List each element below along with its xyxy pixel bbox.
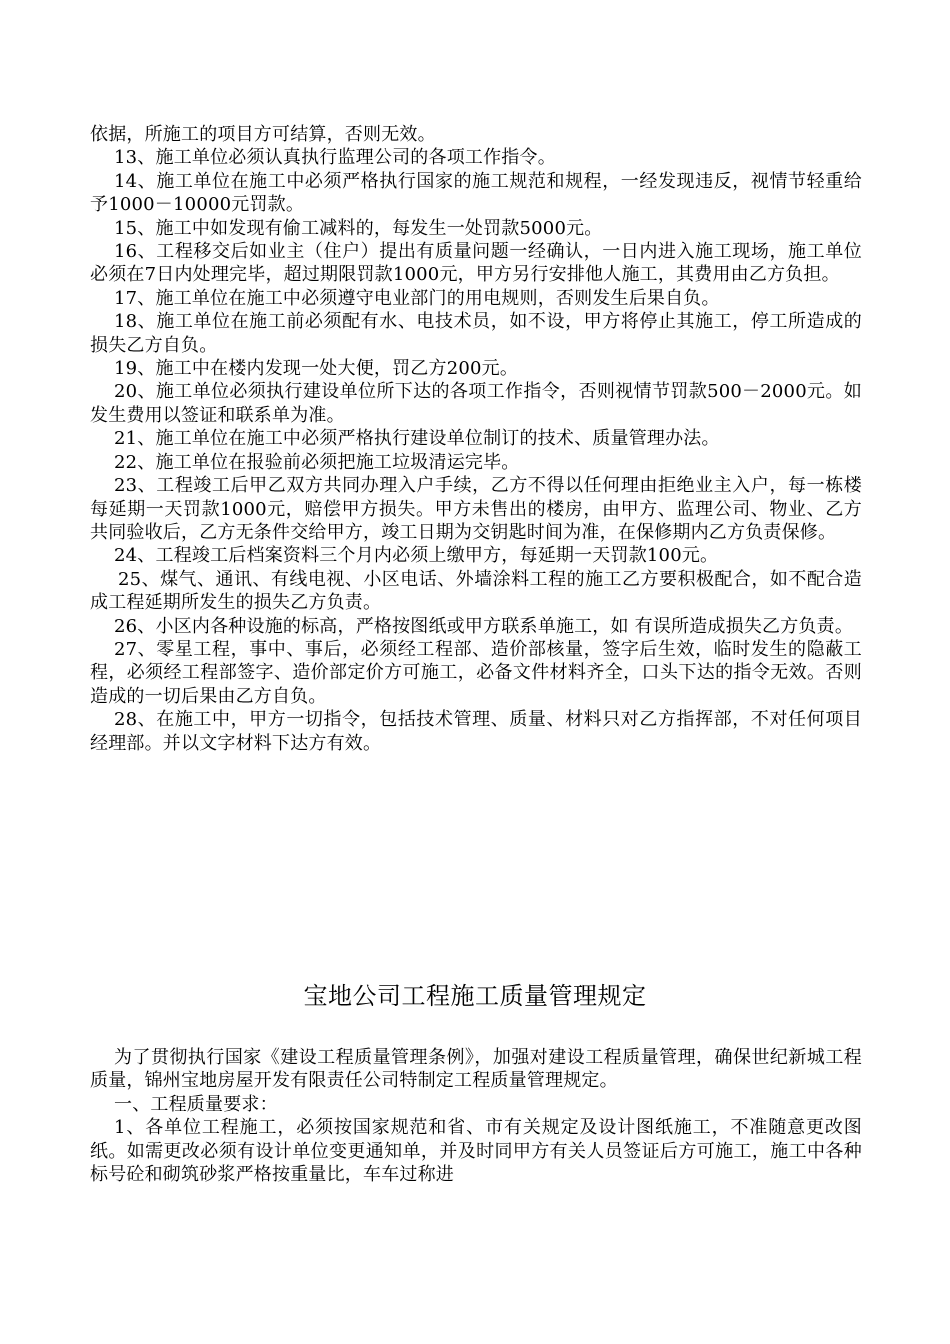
- requirement-1: 1、各单位工程施工，必须按国家规范和省、市有关规定及设计图纸施工，不准随意更改图纸。如需更改必须有设计单位变更通知单，并及时同甲方有关人员签证后方可施工，施工中各种标号砼和砌筑砂浆严格按重量比，车车过称进: [90, 1117, 862, 1186]
- clause-13: 13、施工单位必须认真执行监理公司的各项工作指令。: [114, 147, 556, 169]
- clause-18: 18、施工单位在施工前必须配有水、电技术员，如不设，甲方将停止其施工，停工所造成的损失乙方自负。: [90, 311, 862, 356]
- clause-27: 27、零星工程，事中、事后，必须经工程部、造价部核量，签字后生效，临时发生的隐蔽工程，必须经工程部签字、造价部定价方可施工，必备文件材料齐全，口头下达的指令无效。否则造成的一切后果由乙方自负。: [90, 638, 862, 707]
- clause-25: 25、煤气、通讯、有线电视、小区电话、外墙涂料工程的施工乙方要积极配合，如不配合造成工程延期所发生的损失乙方负责。: [90, 568, 862, 614]
- paragraph-continuation: 依据，所施工的项目方可结算，否则无效。: [90, 124, 436, 145]
- clause-21: 21、施工单位在施工中必须严格执行建设单位制订的技术、质量管理办法。: [114, 428, 720, 450]
- regulation-intro: [90, 1046, 862, 1186]
- clause-15: 15、施工中如发现有偷工减料的，每发生一处罚款5000元。: [114, 217, 603, 239]
- intro-paragraph: 为了贯彻执行国家《建设工程质量管理条例》，加强对建设工程质量管理，确保世纪新城工程质量，锦州宝地房屋开发有限责任公司特制定工程质量管理规定。: [90, 1047, 862, 1092]
- clause-24: 24、工程竣工后档案资料三个月内必须上缴甲方，每延期一天罚款100元。: [114, 545, 719, 567]
- clause-20: 20、施工单位必须执行建设单位所下达的各项工作指令，否则视情节罚款500－2000元。如发生费用以签证和联系单为准。: [90, 381, 862, 426]
- clause-22: 22、施工单位在报验前必须把施工垃圾清运完毕。: [114, 451, 520, 473]
- clause-19: 19、施工中在楼内发现一处大便，罚乙方200元。: [114, 358, 519, 380]
- clause-list-continued: [90, 123, 862, 755]
- clause-28: 28、在施工中，甲方一切指令，包括技术管理、质量、材料只对乙方指挥部，不对任何项目经理部。并以文字材料下达方有效。: [90, 709, 862, 754]
- clause-26: 26、小区内各种设施的标高，严格按图纸或甲方联系单施工，如 有误所造成损失乙方负责。: [114, 615, 854, 637]
- clause-17: 17、施工单位在施工中必须遵守电业部门的用电规则，否则发生后果自负。: [114, 287, 720, 309]
- clause-14: 14、施工单位在施工中必须严格执行国家的施工规范和规程，一经发现违反，视情节轻重给予1000－10000元罚款。: [90, 170, 862, 216]
- subsection-heading: 一、工程质量要求：: [114, 1093, 278, 1115]
- clause-23: 23、工程竣工后甲乙双方共同办理入户手续，乙方不得以任何理由拒绝业主入户，每一栋楼每延期一天罚款1000元，赔偿甲方损失。甲方未售出的楼房，由甲方、监理公司、物业、乙方共同验收后，乙方无条件交给甲方，竣工日期为交钥匙时间为准，在保修期内乙方负责保修。: [90, 475, 862, 543]
- section-title: 宝地公司工程施工质量管理规定: [303, 982, 647, 1010]
- clause-16: 16、工程移交后如业主（住户）提出有质量问题一经确认，一日内进入施工现场，施工单位必须在7日内处理完毕，超过期限罚款1000元，甲方另行安排他人施工，其费用由乙方负担。: [90, 241, 862, 286]
